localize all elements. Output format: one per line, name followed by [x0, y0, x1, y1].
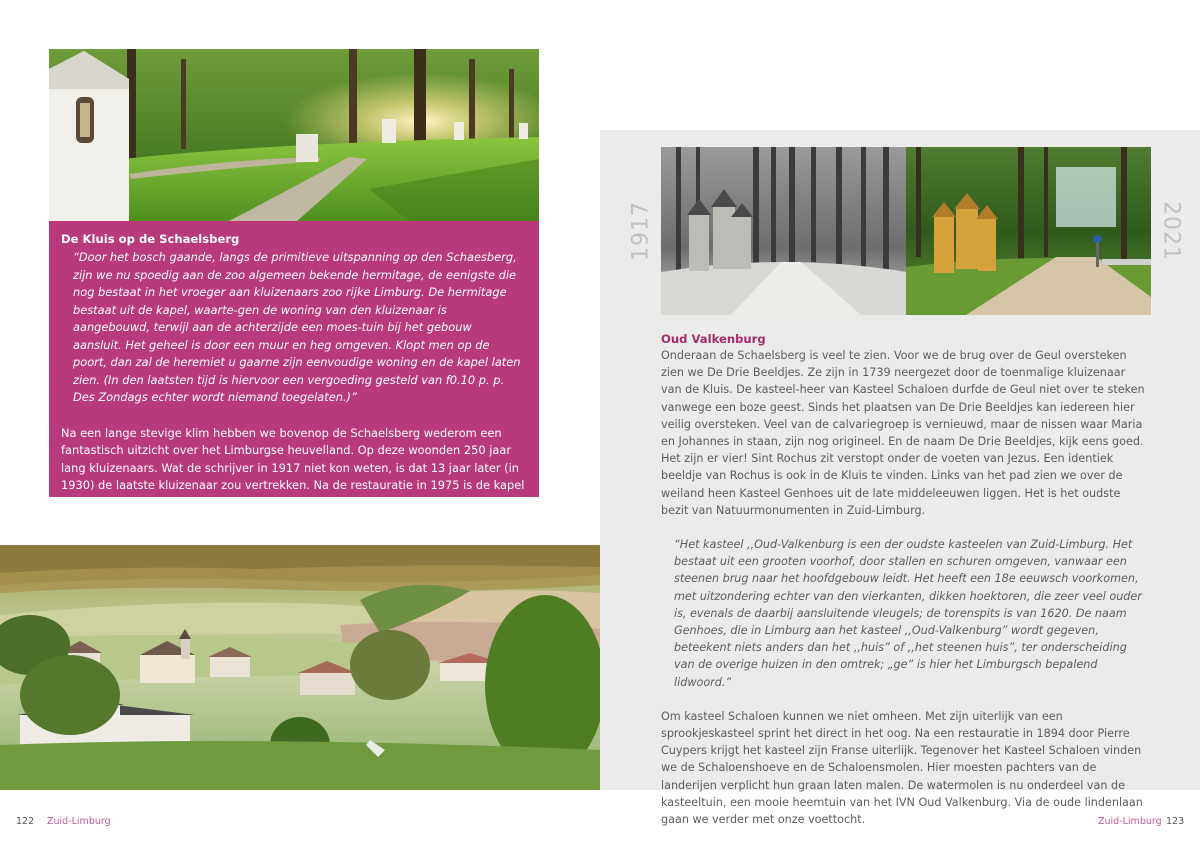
- photo-drie-beeldjes-2021: [906, 147, 1151, 315]
- photo-kluis-forest: [49, 49, 539, 221]
- running-title-left: Zuid-Limburg: [47, 816, 111, 827]
- kluis-title: De Kluis op de Schaelsberg: [61, 232, 240, 246]
- year-label-1917: 1917: [628, 201, 654, 261]
- section-title: Oud Valkenburg: [661, 332, 766, 346]
- photo-drie-beeldjes-1917: [661, 147, 907, 315]
- kluis-text-box: [49, 221, 539, 510]
- year-label-2021: 2021: [1158, 201, 1184, 261]
- oud-valkenburg-section: [661, 331, 1149, 828]
- kluis-quote: “Door het bosch gaande, langs de primitieve uitspanning op den Schaesberg, zijn we nu spoedig aan de zoo algemeen bekende hermitage, de eenigste die nog bestaat in het vroeger aan kluizenaars zoo rijke Limburg. De hermitage bestaat uit de kapel, waarte-gen de woning van den kluizenaar is aangebouwd, terwijl aan de achterzijde een moes-tuin bij het gebouw aansluit. Het geheel is door een muur en heg omgeven. Klopt men op de poort, dan zal de heremiet u gaarne zijn eenvoudige woning en de kapel laten zien. (In den laatsten tijd is hiervoor een vergoeding gesteld van f0.10 p. p. Des Zondags echter wordt niemand toegelaten.)”: [73, 250, 521, 404]
- quote-oud-valkenburg: “Het kasteel ,,Oud-Valkenburg is een der oudste kasteelen van Zuid-Limburg. Het bestaat uit een grooten voorhof, door stallen en schuren omgeven, vanwaar een steenen brug naar het hoofdgebouw leidt. Het heeft een 18e eeuwsch voorkomen, met uitzondering echter van den vierkanten, dikken hoektoren, die zeer veel ouder is, evenals de daarbij aansluitende vleugels; de torenspits is van 1620. De naam Genhoes, die in Limburg aan het kasteel ,,Oud-Valkenburg” wordt gegeven, beteekent niets anders dan het ,,huis” of ,,het steenen huis”, ter onderscheiding van de overige huizen in den omtrek; „ge” is hier het Limburgsch bepalend lidwoord.”: [674, 538, 1142, 689]
- photo-valley-landscape: [0, 545, 600, 790]
- kluis-body-text: Na een lange stevige klim hebben we bovenop de Schaelsberg wederom een fantastisch uitzicht over het Limburgse heuvelland. Op deze woonden 250 jaar lang kluizenaars. Wat de schrijver in 1917 niet kon weten, is dat 13 jaar later (in 1930) de laatste kluizenaar zou vertrekken. Na de restauratie in 1975 is de kapel opengesteld. Rond de Kluis vind je een kruisweg van 14 staties.: [61, 425, 525, 510]
- running-title-right: Zuid-Limburg: [1098, 816, 1162, 827]
- page-number-right: 123: [1166, 816, 1185, 827]
- paragraph-schaloen: Om kasteel Schaloen kunnen we niet omheen. Met zijn uiterlijk van een sprookjeskasteel sprint het direct in het oog. Na een restauratie in 1894 door Pierre Cuypers krijgt het kasteel zijn Franse uiterlijk. Tegenover het Kasteel Schaloen vinden we de Schaloenshoeve en de Schaloensmolen. Hier moesten pachters van de landerijen verplicht hun graan laten malen. De watermolen is nu onderdeel van de kasteeltuin, een mooie heemtuin van het IVN Oud Valkenburg. Via de oude lindenlaan gaan we verder met onze voettocht.: [661, 709, 1143, 827]
- page-number-left: 122: [16, 816, 35, 827]
- paragraph-drie-beeldjes: Onderaan de Schaelsberg is veel te zien. Voor we de brug over de Geul oversteken zien we De Drie Beeldjes. Ze zijn in 1739 neergezet door de toenmalige kluizenaar van de Kluis. De kasteel-heer van Kasteel Schaloen durfde de Geul niet over te steken vanwege een boze geest. Sinds het plaatsen van De Drie Beeldjes kan iedereen hier veilig oversteken. Veel van de calvariegroep is vernieuwd, maar de nissen waar Maria en Johannes in staan, zijn nog origineel. En de naam De Drie Beeldjes, kijk eens goed. Het zijn er vier! Sint Rochus zit verstopt onder de voeten van Jezus. Een identiek beeldje van Rochus is ook in de Kluis te vinden. Links van het pad zien we over de weiland heen Kasteel Genhoes uit de late middeleeuwen liggen. Het is het oudste bezit van Natuurmonumenten in Zuid-Limburg.: [661, 349, 1145, 517]
